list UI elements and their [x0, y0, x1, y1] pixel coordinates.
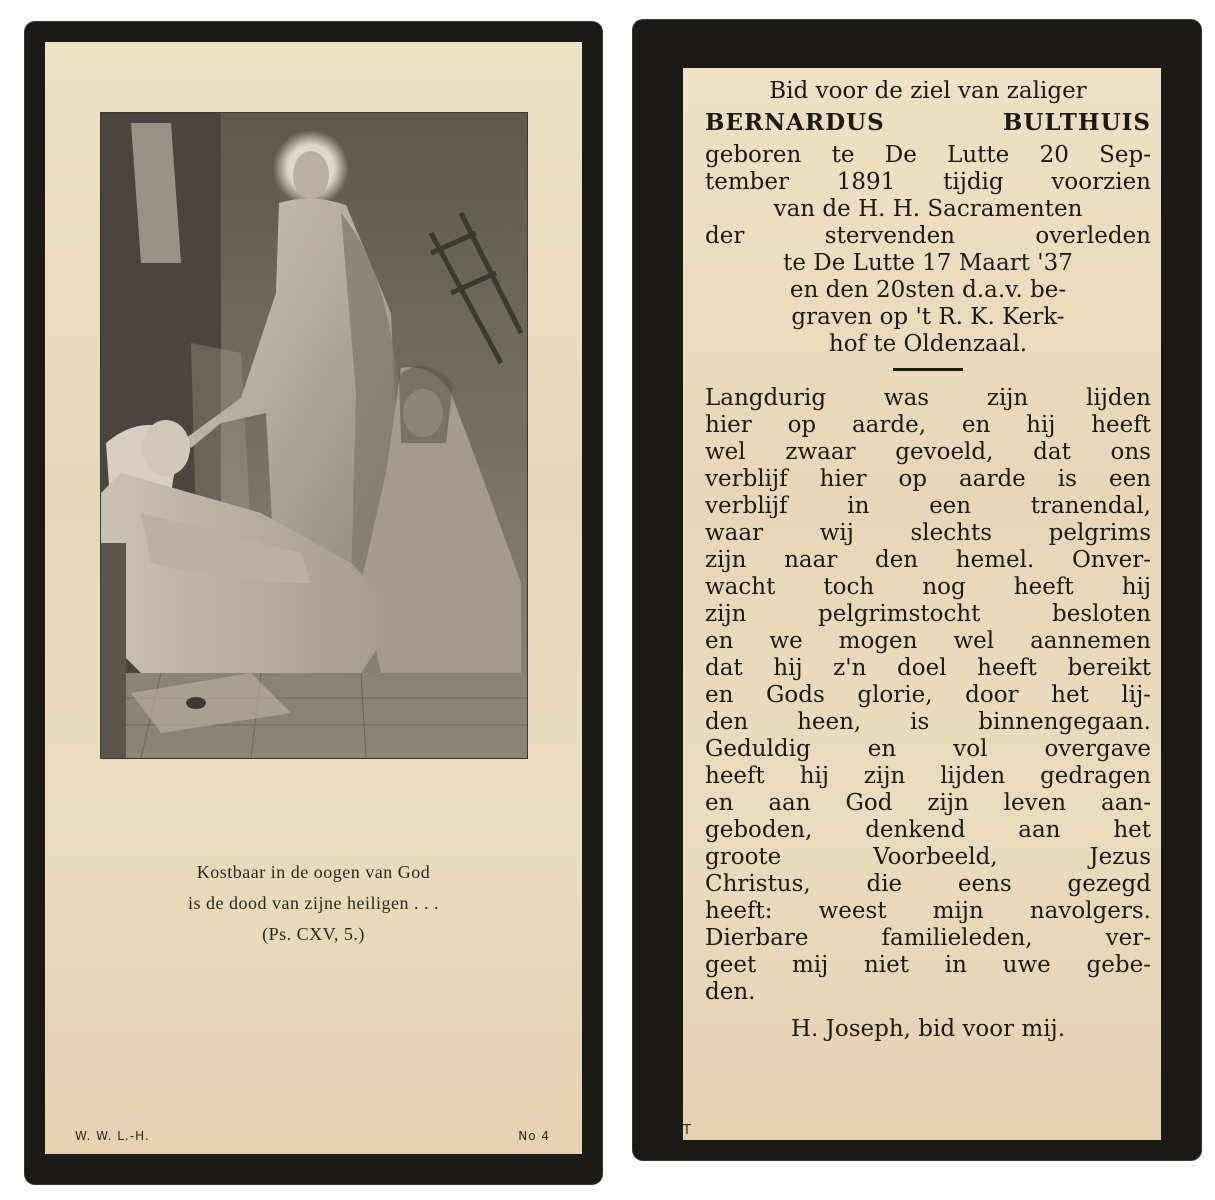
- intro-line: Bid voor de ziel van zaliger: [769, 78, 1087, 104]
- prayer-card-back: [633, 20, 1201, 1160]
- devotional-illustration: [100, 112, 528, 759]
- text-line: den heen, is binnengegaan.: [705, 709, 1151, 735]
- verse-line-2: is de dood van zijne heiligen . . .: [188, 893, 439, 913]
- text-line: heeft: weest mijn navolgers.: [705, 898, 1151, 924]
- verse-reference: (Ps. CXV, 5.): [262, 924, 365, 944]
- text-line: verblijf hier op aarde is een: [705, 466, 1151, 492]
- text-line: geboden, denkend aan het: [705, 817, 1151, 843]
- corner-mark: T: [683, 1123, 691, 1138]
- text-line: Langdurig was zijn lijden: [705, 385, 1151, 411]
- verse-line-1: Kostbaar in de oogen van God: [196, 862, 431, 882]
- bio-line: der stervenden overleden: [705, 223, 1151, 249]
- bio-line: hof te Oldenzaal.: [828, 331, 1028, 357]
- scripture-verse: [45, 857, 582, 950]
- bio-line: tember 1891 tijdig voorzien: [705, 169, 1151, 195]
- bio-line: geboren te De Lutte 20 Sep-: [705, 142, 1151, 168]
- prayer-card-front: [25, 22, 602, 1184]
- text-line: zijn naar den hemel. Onver-: [705, 547, 1151, 573]
- text-line: waar wij slechts pelgrims: [705, 520, 1151, 546]
- memorial-text: [705, 78, 1151, 1043]
- text-line: wel zwaar gevoeld, dat ons: [705, 439, 1151, 465]
- text-line: Christus, die eens gezegd: [705, 871, 1151, 897]
- text-line: en Gods glorie, door het lij-: [705, 682, 1151, 708]
- bio-line: graven op 't R. K. Kerk-: [791, 304, 1065, 330]
- text-line: den.: [705, 979, 756, 1005]
- card-back-paper: [683, 68, 1161, 1140]
- text-line: Geduldig en vol overgave: [705, 736, 1151, 762]
- text-line: verblijf in een tranendal,: [705, 493, 1151, 519]
- deceased-name: BERNARDUS BULTHUIS: [705, 109, 1151, 136]
- text-line: en we mogen wel aannemen: [705, 628, 1151, 654]
- text-line: dat hij z'n doel heeft bereikt: [705, 655, 1151, 681]
- text-line: groote Voorbeeld, Jezus: [705, 844, 1151, 870]
- text-line: wacht toch nog heeft hij: [705, 574, 1151, 600]
- bio-line: te De Lutte 17 Maart '37: [783, 250, 1073, 276]
- card-number: No 4: [518, 1129, 550, 1143]
- divider-rule: [893, 368, 963, 371]
- text-line: en aan God zijn leven aan-: [705, 790, 1151, 816]
- text-line: zijn pelgrimstocht besloten: [705, 601, 1151, 627]
- bio-line: en den 20sten d.a.v. be-: [789, 277, 1067, 303]
- closing-prayer: H. Joseph, bid voor mij.: [790, 1016, 1066, 1042]
- text-line: geet mij niet in uwe gebe-: [705, 952, 1151, 978]
- card-front-paper: [45, 42, 582, 1154]
- text-line: heeft hij zijn lijden gedragen: [705, 763, 1151, 789]
- text-line: Dierbare familieleden, ver-: [705, 925, 1151, 951]
- deathbed-scene-image: [101, 113, 527, 758]
- text-line: hier op aarde, en hij heeft: [705, 412, 1151, 438]
- bio-line: van de H. H. Sacramenten: [773, 196, 1083, 222]
- printer-mark: W. W. L.-H.: [75, 1129, 150, 1143]
